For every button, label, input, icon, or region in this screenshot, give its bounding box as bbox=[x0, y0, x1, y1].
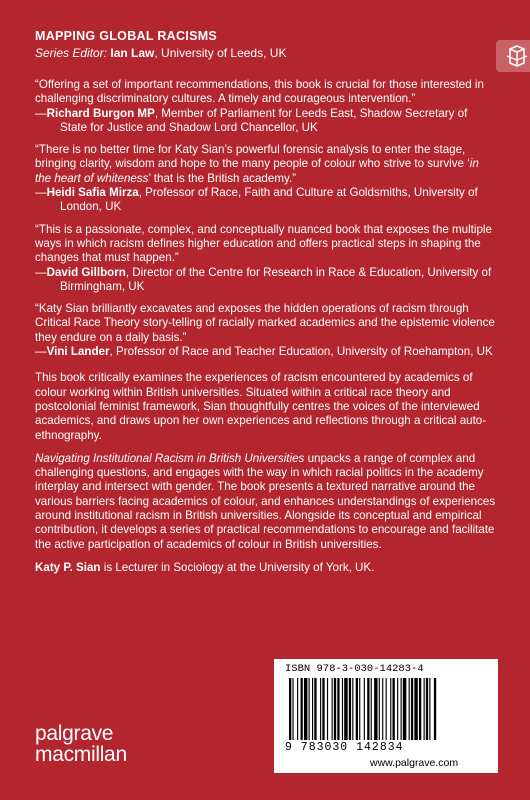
barcode-bars-icon bbox=[289, 678, 484, 740]
quote-attribution: —Vini Lander, Professor of Race and Teacher Education, University of Roehampton, UK bbox=[35, 345, 493, 359]
quote-affiliation: , Director of the Centre for Research in Race & Education, University of Birmingham, UK bbox=[60, 265, 492, 293]
back-cover-text bbox=[35, 78, 497, 575]
barcode-box bbox=[274, 659, 498, 773]
quote-text-start: “There is no better time for Katy Sian’s powerful forensic analysis to enter the stage, bringing clarity, wisdom and hope to the many people of colour who strive to survive ‘ bbox=[35, 143, 470, 171]
series-editor bbox=[35, 46, 286, 60]
description-paragraph-1: This book critically examines the experiences of racism encountered by academics of colour working within British universities. Situated within a critical race theory and postcolonial feminist framework, Sian thoughtfully centres the voices of the interviewed academics, and draws upon her own experiences and reflections through a critical auto-ethnography. bbox=[35, 371, 487, 442]
quote-author: Richard Burgon MP bbox=[46, 106, 155, 120]
quote-text bbox=[35, 143, 497, 186]
series-editor-label: Series Editor: bbox=[35, 46, 108, 60]
quote-affiliation: , Professor of Race, Faith and Culture at Goldsmiths, University of London, UK bbox=[60, 186, 478, 214]
quote-1 bbox=[35, 78, 497, 135]
quote-3 bbox=[35, 223, 497, 294]
quote-author: David Gillborn bbox=[46, 265, 126, 279]
publisher-logo bbox=[35, 723, 127, 765]
quote-attribution: —David Gillborn, Director of the Centre for Research in Race & Education, University of Birmingham, UK bbox=[35, 265, 492, 293]
quote-text: “This is a passionate, complex, and conceptually nuanced book that exposes the multiple ways in which racism defines higher education and offers practical steps in shaping the changes that must happen.” bbox=[35, 222, 492, 265]
quote-text: “Katy Sian brilliantly excavates and exposes the hidden operations of racism through Critical Race Theory story-telling of racially marked academics and the epistemic violence they endure on a daily basis.” bbox=[35, 302, 495, 344]
publisher-line-1: palgrave bbox=[35, 722, 114, 745]
springer-logo-icon bbox=[496, 36, 530, 76]
author-name: Katy P. Sian bbox=[35, 560, 101, 574]
quote-attribution: —Richard Burgon MP, Member of Parliament for Leeds East, Shadow Secretary of State for Justice and Shadow Lord Chancellor, UK bbox=[35, 106, 468, 134]
book-title-italic: Navigating Institutional Racism in British Universities bbox=[35, 451, 305, 465]
quote-author: Vini Lander bbox=[46, 345, 110, 359]
quote-text-end: ’ that is the British academy.” bbox=[148, 171, 296, 185]
quote-text: “Offering a set of important recommendations, this book is crucial for those interested in challenging discriminatory cultures. A timely and courageous intervention.” bbox=[35, 78, 484, 106]
publisher-line-2: macmillan bbox=[35, 743, 127, 766]
author-bio-text: is Lecturer in Sociology at the University of York, UK. bbox=[100, 560, 375, 574]
author-bio bbox=[35, 561, 497, 575]
description-paragraph-2 bbox=[35, 452, 497, 552]
publisher-url: www.palgrave.com bbox=[370, 757, 459, 769]
quote-affiliation: , Professor of Race and Teacher Education, University of Roehampton, UK bbox=[109, 345, 493, 359]
quote-attribution: —Heidi Safia Mirza, Professor of Race, Faith and Culture at Goldsmiths, University of London, UK bbox=[35, 186, 478, 214]
quote-2 bbox=[35, 143, 497, 214]
quote-text-italic: in the heart of whiteness bbox=[35, 157, 479, 185]
quote-4 bbox=[35, 302, 497, 359]
series-title: MAPPING GLOBAL RACISMS bbox=[35, 29, 218, 43]
isbn-label: ISBN 978-3-030-14283-4 bbox=[285, 663, 424, 675]
barcode-digits: 9 783030 142834 bbox=[285, 741, 404, 754]
description-paragraph-2-text: unpacks a range of complex and challenging questions, and engages with the way in which racial politics in the academy interplay and intersect with gender. The book presents a textured narrative around the various barriers facing academics of colour, and enhances understandings of experiences around institutional racism in British universities. Alongside its conceptual and empirical contribution, it develops a series of practical recommendations to encourage and facilitate the active participation of academics of colour in British universities. bbox=[35, 451, 496, 551]
series-editor-name: Ian Law bbox=[110, 46, 155, 60]
quote-affiliation: , Member of Parliament for Leeds East, Shadow Secretary of State for Justice and Shadow Lord Chancellor, UK bbox=[60, 106, 468, 134]
series-editor-affiliation: , University of Leeds, UK bbox=[154, 46, 287, 60]
quote-author: Heidi Safia Mirza bbox=[46, 186, 139, 200]
